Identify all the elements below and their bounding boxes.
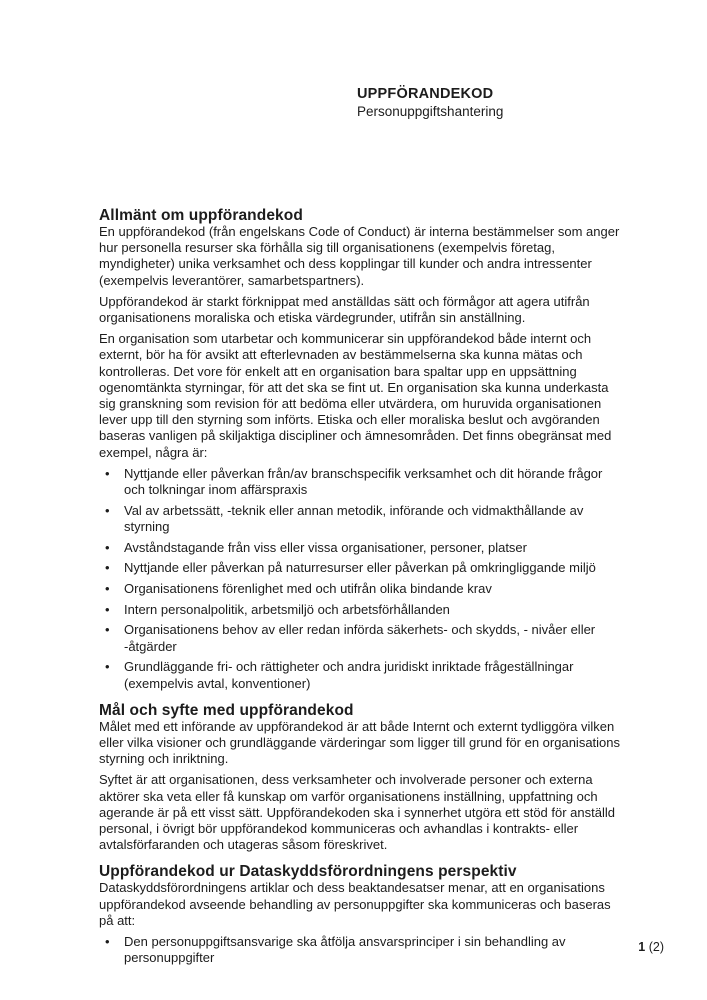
- bullet-list: [99, 934, 621, 966]
- list-item: • Nyttjande eller påverkan från/av branschspecifik verksamhet och dit hörande frågor och tolkningar inom affärspraxis: [99, 466, 621, 498]
- list-item: • Nyttjande eller påverkan på naturresurser eller påverkan på omkringliggande miljö: [99, 560, 621, 576]
- paragraph: Målet med ett införande av uppförandekod är att både Internt och externt tydliggöra vilken eller vilka visioner och grundläggande värderingar som ligger till grund för en organisations styrning och inriktning.: [99, 718, 621, 767]
- document-header: [357, 85, 503, 120]
- paragraph: Syftet är att organisationen, dess verksamheter och involverade personer och externa aktörer ska veta eller få kunskap om varför organisationens inställning, uppfattning och agerande är på ett visst sätt. Uppförandekoden ska i synnerhet utgöra ett stöd för anställd personal, i övrigt bör uppförandekod kommuniceras och avhandlas i kontrakts- eller avtalsförfaranden och utageras såsom föreskrivet.: [99, 772, 615, 853]
- list-item: • Den personuppgiftsansvarige ska åtfölja ansvarsprinciper i sin behandling av personuppgifter: [99, 934, 621, 966]
- paragraph: En uppförandekod (från engelskans Code of Conduct) är interna bestämmelser som anger hur personella resurser ska förhålla sig till organisationens (exempelvis företag, myndigheter) unika verksamhet och dess kopplingar till kunder och andra intressenter (exempelvis leverantörer, samarbetspartners).: [99, 224, 620, 288]
- page-number-current: 1: [638, 940, 646, 954]
- paragraph: Uppförandekod är starkt förknippat med anställdas sätt och förmågor att agera utifrån organisationens moraliska och etiska värdegrunder, utifrån sin anställning.: [99, 293, 590, 326]
- section-allmant: [99, 207, 621, 692]
- list-item: • Organisationens behov av eller redan införda säkerhets- och skydds, - nivåer eller -åtgärder: [99, 622, 621, 654]
- section-heading: Mål och syfte med uppförandekod: [99, 701, 354, 719]
- list-item: • Grundläggande fri- och rättigheter och andra juridiskt inriktade frågeställningar (exempelvis avtal, konventioner): [99, 659, 621, 691]
- page-number: [638, 940, 664, 955]
- section-heading: Allmänt om uppförandekod: [99, 207, 303, 224]
- page-number-total: (2): [648, 940, 664, 954]
- list-item: • Organisationens förenlighet med och utifrån olika bindande krav: [99, 581, 621, 597]
- document-title: UPPFÖRANDEKOD: [357, 86, 494, 102]
- list-item: • Avståndstagande från viss eller vissa organisationer, personer, platser: [99, 540, 621, 556]
- list-item: • Val av arbetssätt, -teknik eller annan metodik, införande och vidmakthållande av styrning: [99, 503, 621, 535]
- document-subtitle: Personuppgiftshantering: [357, 104, 504, 119]
- paragraph: Dataskyddsförordningens artiklar och dess beaktandesatser menar, att en organisations uppförandekod avseende behandling av personuppgifter ska kommuniceras och baseras på att:: [99, 880, 611, 928]
- section-heading: Uppförandekod ur Dataskyddsförordningens perspektiv: [99, 863, 517, 881]
- document-body: [99, 207, 621, 971]
- paragraph: En organisation som utarbetar och kommunicerar sin uppförandekod både internt och externt, bör ha för avsikt att efterlevnaden av bestämmelserna ska kunna mätas och kontrolleras. Det vore för enkelt att en organisation bara spaltar upp en uppsättning ogenomtänkta styrningar, för att det ska se fint ut. En organisation ska kunna underkasta sig granskning som revision för att bedöma eller utvärdera, om huruvida organisationen lever upp till den styrning som införts. Etiska och eller moraliska beslut och avgöranden baseras vanligen på skiljaktiga discipliner och ämnesområden. Det finns obegränsat med exempel, några är:: [99, 331, 612, 460]
- list-item: • Intern personalpolitik, arbetsmiljö och arbetsförhållanden: [99, 602, 621, 618]
- section-dataskyddsforordningen: [99, 863, 621, 966]
- section-mal-och-syfte: [99, 702, 621, 854]
- bullet-list: [99, 466, 621, 692]
